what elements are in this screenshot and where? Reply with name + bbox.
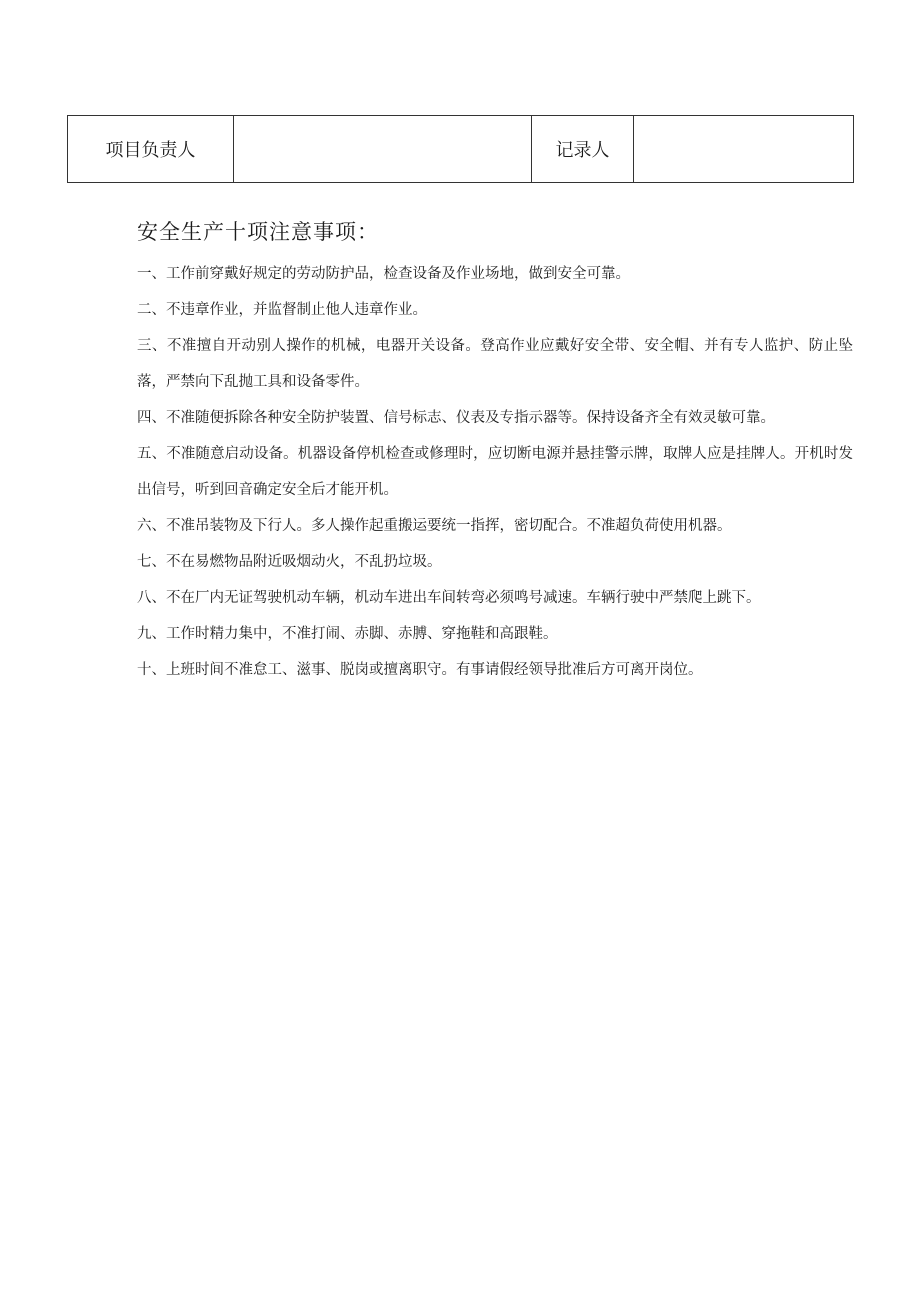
- recorder-label: 记录人: [532, 116, 634, 183]
- recorder-field[interactable]: [634, 116, 854, 183]
- notice-item-9: 九、工作时精力集中，不准打闹、赤脚、赤膊、穿拖鞋和高跟鞋。: [137, 626, 558, 642]
- notice-item-10: 十、上班时间不准怠工、滋事、脱岗或擅离职守。有事请假经领导批准后方可离开岗位。: [137, 662, 703, 678]
- manager-field[interactable]: [234, 116, 532, 183]
- safety-notice: [137, 216, 853, 688]
- notice-item-7: 七、不在易燃物品附近吸烟动火，不乱扔垃圾。: [137, 554, 442, 570]
- notice-item-6: 六、不准吊装物及下行人。多人操作起重搬运要统一指挥，密切配合。不准超负荷使用机器。: [137, 518, 732, 534]
- notice-item-1: 一、工作前穿戴好规定的劳动防护品，检查设备及作业场地，做到安全可靠。: [137, 266, 630, 282]
- notice-item-8: 八、不在厂内无证驾驶机动车辆，机动车进出车间转弯必须鸣号减速。车辆行驶中严禁爬上跳下。: [137, 590, 761, 606]
- notice-item-4: 四、不准随便拆除各种安全防护装置、信号标志、仪表及专指示器等。保持设备齐全有效灵敏可靠。: [137, 410, 775, 426]
- manager-label: 项目负责人: [68, 116, 234, 183]
- notice-item-2: 二、不违章作业，并监督制止他人违章作业。: [137, 302, 427, 318]
- signature-table: [67, 115, 854, 183]
- notice-title: 安全生产十项注意事项：: [137, 220, 379, 244]
- notice-item-3: 三、不准擅自开动别人操作的机械，电器开关设备。登高作业应戴好安全带、安全帽、并有专人监护、防止坠落，严禁向下乱抛工具和设备零件。: [137, 338, 853, 390]
- notice-item-5: 五、不准随意启动设备。机器设备停机检查或修理时，应切断电源并悬挂警示牌，取牌人应是挂牌人。开机时发出信号，听到回音确定安全后才能开机。: [137, 446, 853, 498]
- signature-row: [68, 116, 854, 183]
